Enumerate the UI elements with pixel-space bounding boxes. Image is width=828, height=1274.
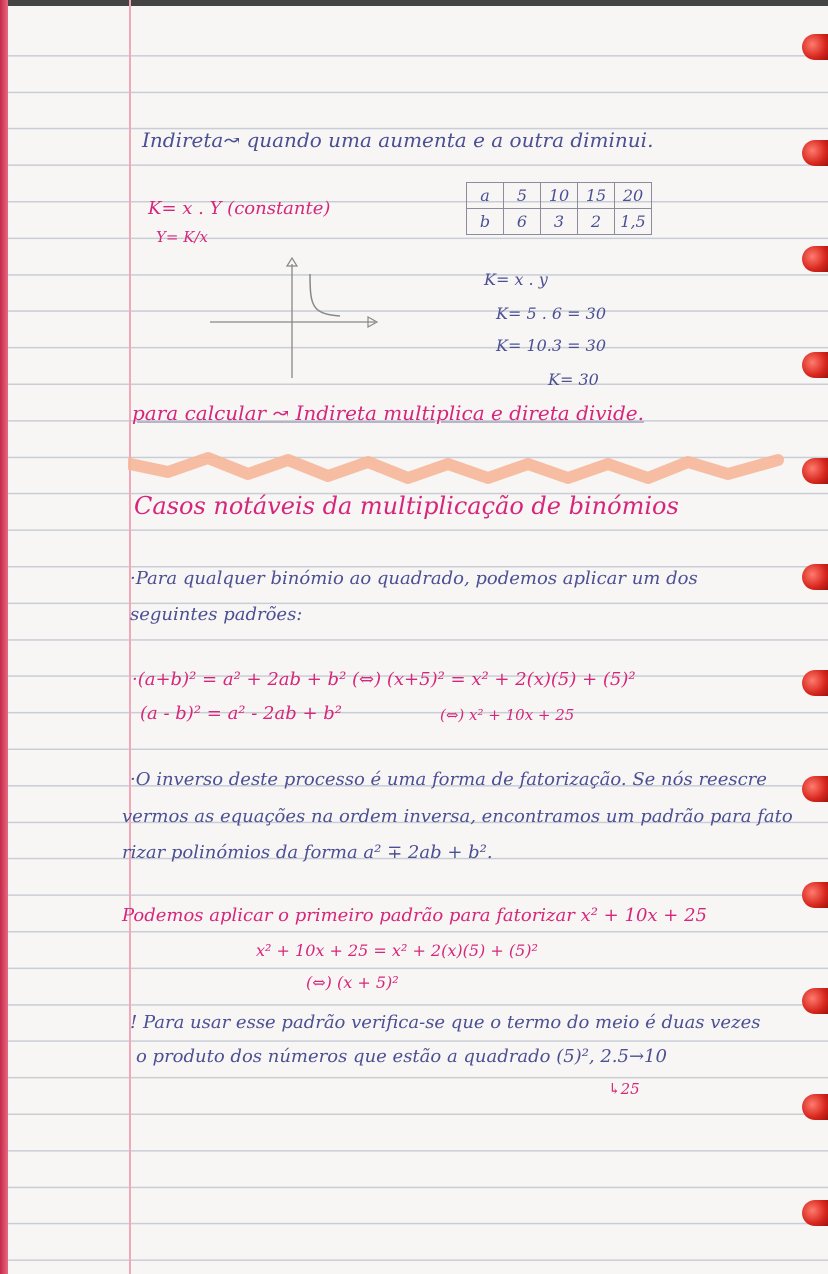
verify-line-3: ↳25 [608, 1080, 640, 1098]
spiral-ring-icon [802, 34, 828, 60]
apply-line-2: x² + 10x + 25 = x² + 2(x)(5) + (5)² [256, 941, 538, 960]
spiral-ring-icon [802, 988, 828, 1014]
apply-line-3: (⇔) (x + 5)² [306, 973, 399, 992]
table-row [467, 183, 652, 209]
y-formula: Y= K/x [156, 228, 208, 246]
k-formula: K= x . Y (constante) [148, 198, 331, 219]
pattern-line-2: (a - b)² = a² - 2ab + b² [140, 703, 343, 724]
verify-line-1: ! Para usar esse padrão verifica-se que o termo do meio é duas vezes [130, 1012, 761, 1033]
pattern-line-3: (⇔) x² + 10x + 25 [440, 706, 575, 724]
indirect-definition: Indireta↝ quando uma aumenta e a outra diminui. [142, 128, 654, 152]
page-top-edge [0, 0, 828, 6]
table-cell: 6 [504, 209, 541, 235]
spiral-ring-icon [802, 1200, 828, 1226]
verify-line-2: o produto dos números que estão a quadrado (5)², 2.5→10 [136, 1046, 667, 1067]
table-cell: 1,5 [615, 209, 652, 235]
spiral-ring-icon [802, 670, 828, 696]
spiral-ring-icon [802, 564, 828, 590]
table-cell: 15 [578, 183, 615, 209]
table-cell: b [467, 209, 504, 235]
pattern-line-1: ·(a+b)² = a² + 2ab + b² (⇔) (x+5)² = x² + 2(x)(5) + (5)² [132, 669, 636, 690]
spiral-ring-icon [802, 1094, 828, 1120]
inverse-line-2: vermos as equações na ordem inversa, encontramos um padrão para fato [122, 806, 793, 827]
spiral-ring-icon [802, 352, 828, 378]
spiral-ring-icon [802, 140, 828, 166]
table-cell: a [467, 183, 504, 209]
notebook-cover-edge [0, 0, 8, 1274]
calc-line-4: K= 30 [548, 370, 599, 389]
calc-rule: para calcular ↝ Indireta multiplica e direta divide. [132, 401, 644, 425]
intro-line-2: seguintes padrões: [130, 604, 303, 625]
inverse-line-3: rizar polinómios da forma a² ∓ 2ab + b². [122, 842, 493, 863]
calc-line-3: K= 10.3 = 30 [496, 336, 607, 355]
table-cell: 3 [541, 209, 578, 235]
highlighter-divider [128, 450, 784, 490]
values-table [466, 182, 652, 235]
table-cell: 2 [578, 209, 615, 235]
intro-line-1: ·Para qualquer binómio ao quadrado, podemos aplicar um dos [130, 568, 698, 589]
table-cell: 5 [504, 183, 541, 209]
table-cell: 10 [541, 183, 578, 209]
hyperbola-graph [210, 256, 390, 381]
apply-line-1: Podemos aplicar o primeiro padrão para fatorizar x² + 10x + 25 [122, 905, 707, 926]
margin-line [129, 0, 131, 1274]
spiral-ring-icon [802, 458, 828, 484]
calc-line-2: K= 5 . 6 = 30 [496, 304, 606, 323]
section-title: Casos notáveis da multiplicação de binómios [134, 492, 679, 520]
spiral-ring-icon [802, 882, 828, 908]
table-cell: 20 [615, 183, 652, 209]
inverse-line-1: ·O inverso deste processo é uma forma de fatorização. Se nós reescre [130, 769, 767, 790]
graph-curve [310, 274, 340, 316]
calc-line-1: K= x . y [484, 270, 548, 289]
spiral-ring-icon [802, 246, 828, 272]
table-row [467, 209, 652, 235]
spiral-ring-icon [802, 776, 828, 802]
